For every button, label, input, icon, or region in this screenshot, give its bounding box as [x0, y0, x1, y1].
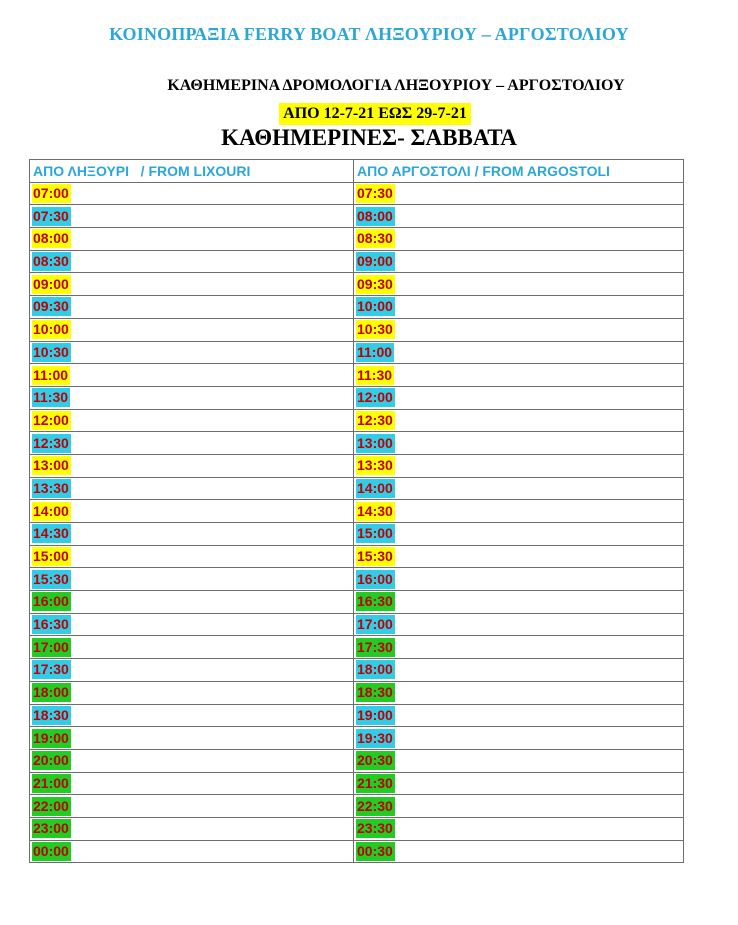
departure-argostoli-cell: [354, 228, 684, 251]
table-row: [30, 409, 684, 432]
departure-time: 15:30: [33, 570, 69, 587]
departure-time: 18:00: [357, 661, 393, 678]
column-header-argostoli: ΑΠΟ ΑΡΓΟΣΤΟΛΙ / FROM ARGOSTOLI: [354, 160, 684, 183]
departure-time: 17:30: [357, 638, 393, 655]
departure-argostoli-cell: [354, 613, 684, 636]
departure-time: 10:30: [33, 343, 69, 360]
departure-argostoli-cell: [354, 727, 684, 750]
departure-argostoli-cell: [354, 817, 684, 840]
departure-lixouri-cell: [30, 840, 354, 863]
table-row: [30, 568, 684, 591]
departure-time: 12:30: [357, 411, 393, 428]
table-row: [30, 318, 684, 341]
departure-lixouri-cell: [30, 228, 354, 251]
departure-lixouri-cell: [30, 318, 354, 341]
table-row: [30, 386, 684, 409]
table-row: [30, 228, 684, 251]
departure-argostoli-cell: [354, 591, 684, 614]
departure-time: 23:30: [357, 820, 393, 837]
departure-time: 09:30: [357, 275, 393, 292]
table-row: [30, 477, 684, 500]
departure-lixouri-cell: [30, 704, 354, 727]
departure-time: 12:30: [33, 434, 69, 451]
departure-argostoli-cell: [354, 386, 684, 409]
table-row: [30, 341, 684, 364]
departure-argostoli-cell: [354, 523, 684, 546]
departure-argostoli-cell: [354, 636, 684, 659]
departure-argostoli-cell: [354, 795, 684, 818]
departure-time: 16:00: [33, 593, 69, 610]
departure-lixouri-cell: [30, 749, 354, 772]
departure-lixouri-cell: [30, 500, 354, 523]
departure-time: 21:30: [357, 774, 393, 791]
departure-lixouri-cell: [30, 182, 354, 205]
table-row: [30, 205, 684, 228]
departure-argostoli-cell: [354, 704, 684, 727]
table-row: [30, 364, 684, 387]
table-row: [30, 182, 684, 205]
departure-time: 14:30: [33, 525, 69, 542]
departure-lixouri-cell: [30, 817, 354, 840]
departure-lixouri-cell: [30, 341, 354, 364]
departure-time: 13:30: [33, 479, 69, 496]
departure-argostoli-cell: [354, 273, 684, 296]
departure-time: 22:00: [33, 797, 69, 814]
departure-lixouri-cell: [30, 432, 354, 455]
table-row: [30, 273, 684, 296]
departure-argostoli-cell: [354, 250, 684, 273]
departure-time: 18:30: [357, 684, 393, 701]
departure-time: 14:00: [33, 502, 69, 519]
departure-lixouri-cell: [30, 205, 354, 228]
departure-time: 15:00: [33, 548, 69, 565]
table-row: [30, 636, 684, 659]
departure-argostoli-cell: [354, 568, 684, 591]
table-row: [30, 250, 684, 273]
departure-time: 11:00: [357, 343, 393, 360]
departure-time: 11:30: [357, 366, 393, 383]
departure-time: 13:00: [33, 457, 69, 474]
table-row: [30, 659, 684, 682]
departure-time: 08:30: [357, 230, 393, 247]
table-row: [30, 840, 684, 863]
departure-lixouri-cell: [30, 523, 354, 546]
departure-argostoli-cell: [354, 341, 684, 364]
departure-time: 11:00: [33, 366, 69, 383]
departure-time: 16:00: [357, 570, 393, 587]
column-header-lixouri: ΑΠΟ ΛΗΞΟΥΡΙ / FROM LIXOURI: [30, 160, 354, 183]
departure-argostoli-cell: [354, 454, 684, 477]
departure-lixouri-cell: [30, 250, 354, 273]
departure-time: 10:30: [357, 321, 393, 338]
departure-time: 14:00: [357, 479, 393, 496]
departure-argostoli-cell: [354, 318, 684, 341]
departure-lixouri-cell: [30, 772, 354, 795]
departure-time: 20:30: [357, 752, 393, 769]
departure-argostoli-cell: [354, 840, 684, 863]
departure-argostoli-cell: [354, 364, 684, 387]
departure-time: 07:30: [33, 207, 69, 224]
departure-time: 09:00: [357, 253, 393, 270]
departure-lixouri-cell: [30, 273, 354, 296]
departure-time: 18:30: [33, 706, 69, 723]
table-row: [30, 817, 684, 840]
departure-argostoli-cell: [354, 500, 684, 523]
period-container: [0, 103, 738, 125]
departure-lixouri-cell: [30, 545, 354, 568]
departure-time: 17:00: [33, 638, 69, 655]
departure-lixouri-cell: [30, 454, 354, 477]
header-row: [30, 160, 684, 183]
departure-lixouri-cell: [30, 795, 354, 818]
table-row: [30, 749, 684, 772]
departure-lixouri-cell: [30, 727, 354, 750]
departure-argostoli-cell: [354, 296, 684, 319]
departure-argostoli-cell: [354, 409, 684, 432]
timetable-body: [30, 182, 684, 863]
timetable: [29, 159, 684, 863]
table-row: [30, 704, 684, 727]
departure-time: 09:30: [33, 298, 69, 315]
departure-lixouri-cell: [30, 681, 354, 704]
departure-lixouri-cell: [30, 386, 354, 409]
departure-time: 08:00: [357, 207, 393, 224]
departure-argostoli-cell: [354, 545, 684, 568]
table-row: [30, 727, 684, 750]
days-title: ΚΑΘΗΜΕΡΙΝΕΣ- ΣΑΒΒΑΤΑ: [221, 125, 517, 150]
departure-time: 14:30: [357, 502, 393, 519]
departure-time: 15:00: [357, 525, 393, 542]
departure-time: 08:00: [33, 230, 69, 247]
table-row: [30, 545, 684, 568]
table-row: [30, 591, 684, 614]
schedule-title: ΚΑΘΗΜΕΡΙΝΑ ΔΡΟΜΟΛΟΓΙΑ ΛΗΞΟΥΡΙΟΥ – ΑΡΓΟΣΤΟΛΙΟΥ: [167, 77, 625, 94]
departure-lixouri-cell: [30, 477, 354, 500]
table-row: [30, 296, 684, 319]
departure-lixouri-cell: [30, 364, 354, 387]
departure-argostoli-cell: [354, 681, 684, 704]
departure-time: 13:00: [357, 434, 393, 451]
departure-lixouri-cell: [30, 409, 354, 432]
departure-time: 18:00: [33, 684, 69, 701]
departure-argostoli-cell: [354, 182, 684, 205]
departure-argostoli-cell: [354, 772, 684, 795]
departure-time: 12:00: [357, 389, 393, 406]
departure-argostoli-cell: [354, 205, 684, 228]
departure-time: 09:00: [33, 275, 69, 292]
departure-time: 17:00: [357, 616, 393, 633]
departure-time: 17:30: [33, 661, 69, 678]
table-row: [30, 795, 684, 818]
departure-argostoli-cell: [354, 432, 684, 455]
departure-argostoli-cell: [354, 477, 684, 500]
table-row: [30, 500, 684, 523]
departure-lixouri-cell: [30, 613, 354, 636]
departure-time: 19:30: [357, 729, 393, 746]
departure-time: 08:30: [33, 253, 69, 270]
departure-time: 13:30: [357, 457, 393, 474]
departure-argostoli-cell: [354, 749, 684, 772]
departure-time: 15:30: [357, 548, 393, 565]
departure-time: 16:30: [33, 616, 69, 633]
departure-time: 19:00: [33, 729, 69, 746]
departure-lixouri-cell: [30, 659, 354, 682]
departure-time: 10:00: [33, 321, 69, 338]
table-row: [30, 432, 684, 455]
departure-time: 07:00: [33, 185, 69, 202]
departure-time: 07:30: [357, 185, 393, 202]
departure-lixouri-cell: [30, 591, 354, 614]
departure-lixouri-cell: [30, 568, 354, 591]
departure-argostoli-cell: [354, 659, 684, 682]
departure-time: 21:00: [33, 774, 69, 791]
departure-time: 10:00: [357, 298, 393, 315]
table-row: [30, 523, 684, 546]
departure-time: 20:00: [33, 752, 69, 769]
company-name: ΚΟΙΝΟΠΡΑΞΙΑ FERRY BOAT ΛΗΞΟΥΡΙΟΥ – ΑΡΓΟΣΤΟΛΙΟΥ: [109, 24, 629, 44]
departure-time: 11:30: [33, 389, 69, 406]
table-row: [30, 454, 684, 477]
departure-time: 16:30: [357, 593, 393, 610]
departure-time: 22:30: [357, 797, 393, 814]
departure-time: 12:00: [33, 411, 69, 428]
departure-time: 19:00: [357, 706, 393, 723]
departure-time: 00:00: [33, 842, 69, 859]
date-range-badge: ΑΠΟ 12-7-21 ΕΩΣ 29-7-21: [279, 103, 471, 125]
departure-lixouri-cell: [30, 636, 354, 659]
table-row: [30, 681, 684, 704]
departure-lixouri-cell: [30, 296, 354, 319]
departure-time: 00:30: [357, 842, 393, 859]
table-row: [30, 613, 684, 636]
departure-time: 23:00: [33, 820, 69, 837]
table-row: [30, 772, 684, 795]
